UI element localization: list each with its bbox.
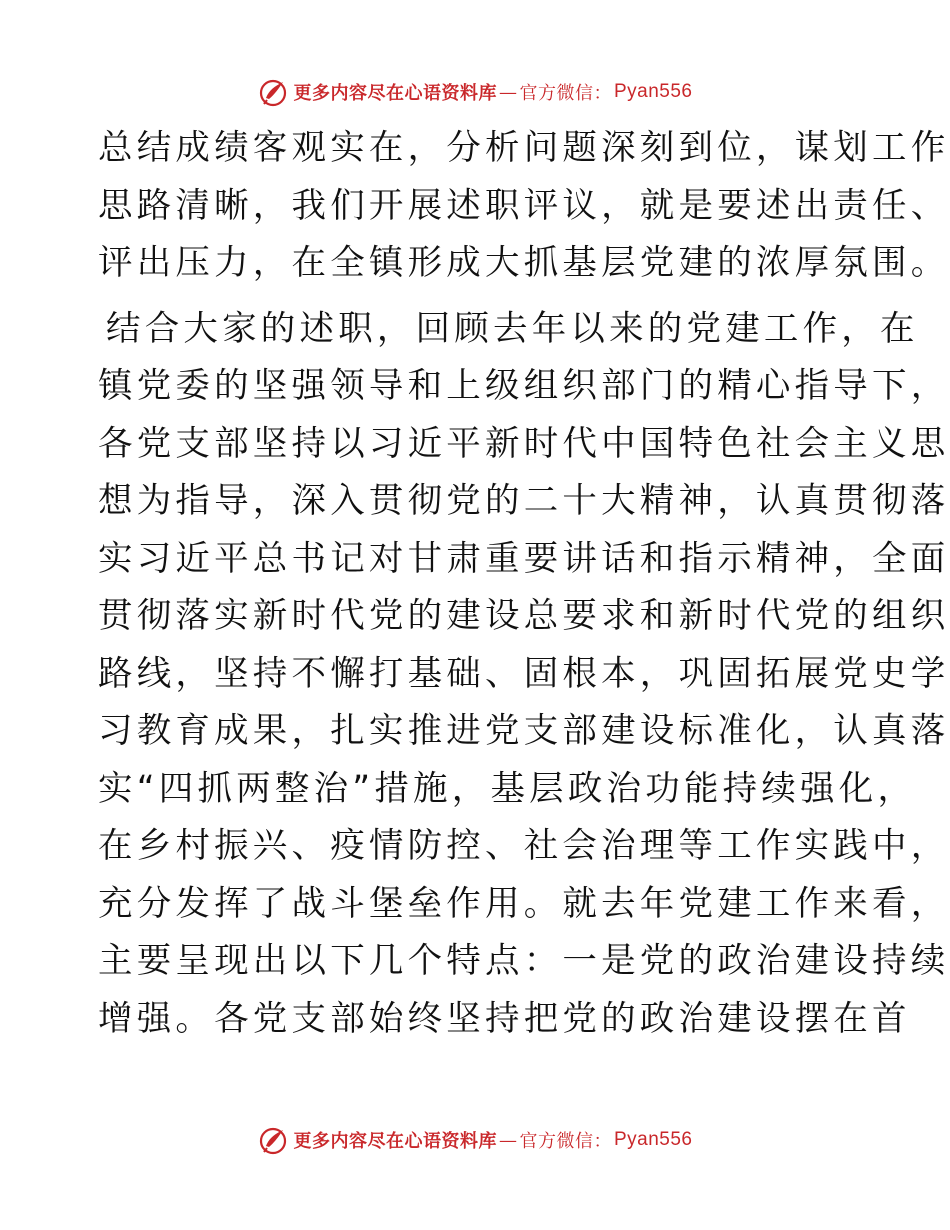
paragraph-2 — [98, 301, 950, 1049]
watermark-wechat-label: 官方微信： — [519, 1131, 612, 1152]
watermark-text: 更多内容尽在心语资料库 — [293, 1131, 497, 1152]
brand-logo-icon — [257, 76, 289, 108]
text-line: 想为指导，深入贯彻党的二十大精神，认真贯彻落 — [98, 481, 950, 521]
text-line: 在乡村振兴、疫情防控、社会治理等工作实践中， — [98, 826, 950, 866]
watermark-dash: — — [498, 1129, 518, 1151]
watermark-dash: — — [498, 81, 518, 103]
text-line: 主要呈现出以下几个特点：一是党的政治建设持续 — [98, 941, 950, 981]
text-line: 各党支部坚持以习近平新时代中国特色社会主义思 — [98, 423, 950, 464]
text-line: 习教育成果，扎实推进党支部建设标准化，认真落 — [98, 711, 950, 751]
text-line: 路线，坚持不懈打基础、固根本，巩固拓展党史学 — [98, 653, 950, 694]
watermark-wechat-id: Pyan556 — [613, 1129, 693, 1150]
watermark-footer — [0, 1120, 950, 1160]
text-line: 镇党委的坚强领导和上级组织部门的精心指导下， — [98, 366, 950, 406]
text-line: 实习近平总书记对甘肃重要讲话和指示精神，全面 — [98, 538, 950, 579]
watermark-header — [0, 72, 950, 112]
watermark-text: 更多内容尽在心语资料库 — [293, 83, 497, 104]
text-line: 结合大家的述职，回顾去年以来的党建工作，在 — [106, 308, 919, 349]
text-line: 充分发挥了战斗堡垒作用。就去年党建工作来看， — [98, 883, 950, 924]
text-line: 贯彻落实新时代党的建设总要求和新时代党的组织 — [98, 596, 950, 636]
text-line: 评出压力，在全镇形成大抓基层党建的浓厚氛围。 — [98, 243, 950, 283]
brand-logo-icon — [257, 1124, 289, 1156]
text-line: 增强。各党支部始终坚持把党的政治建设摆在首 — [98, 998, 911, 1039]
watermark-wechat-id: Pyan556 — [613, 81, 693, 102]
watermark-wechat-label: 官方微信： — [519, 83, 612, 104]
text-line: 思路清晰，我们开展述职评议，就是要述出责任、 — [98, 185, 950, 226]
document-body — [98, 120, 950, 1048]
text-line: 实“四抓两整治”措施，基层政治功能持续强化， — [98, 768, 917, 809]
text-line: 总结成绩客观实在，分析问题深刻到位，谋划工作 — [98, 128, 950, 168]
paragraph-1 — [98, 120, 950, 293]
